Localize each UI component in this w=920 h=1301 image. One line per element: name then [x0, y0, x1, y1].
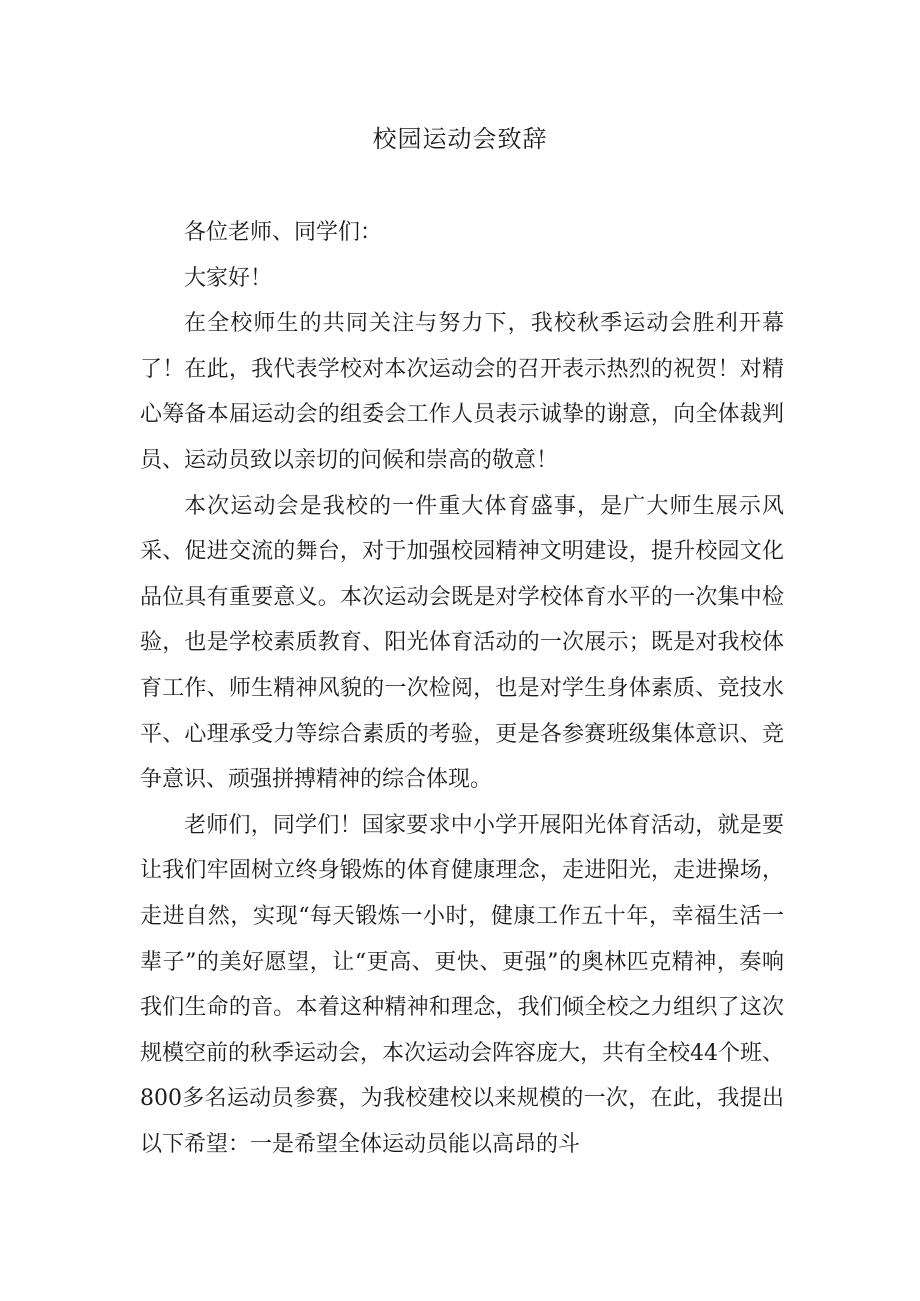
- body-paragraph: 在全校师生的共同关注与努力下，我校秋季运动会胜利开幕了！在此，我代表学校对本次运动会的召开表示热烈的祝贺！对精心筹备本届运动会的组委会工作人员表示诚挚的谢意，向全体裁判员、运动员致以亲切的问候和崇高的敬意！: [140, 311, 784, 473]
- body-paragraph: 本次运动会是我校的一件重大体育盛事，是广大师生展示风采、促进交流的舞台，对于加强校园精神文明建设，提升校园文化品位具有重要意义。本次运动会既是对学校体育水平的一次集中检验，也是学校素质教育、阳光体育活动的一次展示；既是对我校体育工作、师生精神风貌的一次检阅，也是对学生身体素质、竞技水平、心理承受力等综合素质的考验，更是各参赛班级集体意识、竞争意识、顽强拼搏精神的综合体现。: [140, 493, 784, 793]
- body-paragraph: 老师们，同学们！国家要求中小学开展阳光体育活动，就是要让我们牢固树立终身锻炼的体育健康理念，走进阳光，走进操场，走进自然，实现“每天锻炼一小时，健康工作五十年，幸福生活一辈子”的美好愿望，让“更高、更快、更强”的奥林匹克精神，奏响我们生命的音。本着这种精神和理念，我们倾全校之力组织了这次规模空前的秋季运动会，本次运动会阵容庞大，共有全校44个班、800多名运动员参赛，为我校建校以来规模的一次，在此，我提出以下希望：一是希望全体运动员能以高昂的斗: [140, 812, 784, 1157]
- salutation: 各位老师、同学们：: [184, 220, 383, 245]
- document-title: 校园运动会致辞: [372, 125, 548, 153]
- document-body: [140, 210, 784, 1167]
- greeting: 大家好！: [184, 265, 273, 291]
